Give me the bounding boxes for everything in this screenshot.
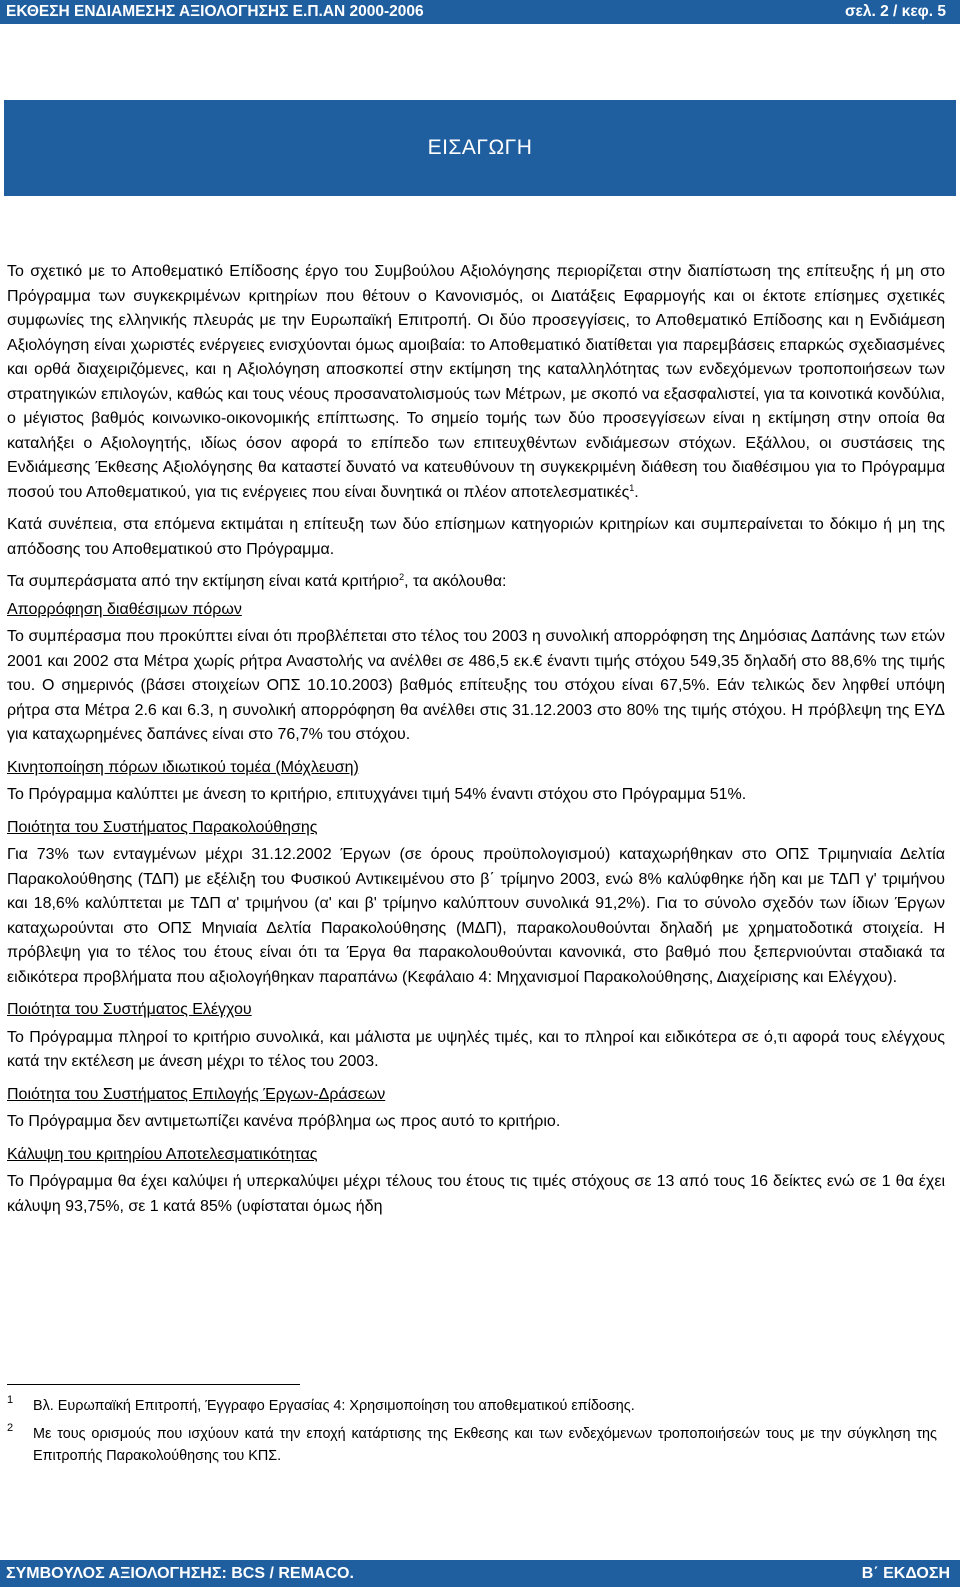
- intro-paragraph-1: Το σχετικό με το Αποθεματικό Επίδοσης έργο του Συμβούλου Αξιολόγησης περιορίζεται στην διαπίστωση της επίτευξης ή μη στο Πρόγραμμα των συγκεκριμένων κριτηρίων που θέτουν ο Κανονισμός, οι Διατάξεις Εφαρμογής και οι έκτοτε επίσημες σχετικές συμφωνίες της ελληνικής πλευράς με την Ευρωπαϊκή Επιτροπή. Οι δύο προσεγγίσεις, το Αποθεματικό Επίδοσης και η Ενδιάμεση Αξιολόγηση είναι χωριστές ενέργειες ενισχύονται όμως αμοιβαία: το Αποθεματικό διατίθεται για παρεμβάσεις επαρκώς σχεδιασμένες και ορθά διαχειριζόμενες, και η Αξιολόγηση αποσκοπεί στην εκτίμηση της καταλληλότητας των ενδεχόμενων τροποποιήσεων των στρατηγικών επιλογών, καθώς και τους νέους προσανατολισμούς των Μέτρων, με σκοπό να εξασφαλιστεί, για τα κοινοτικά κονδύλια, ο μέγιστος βαθμός κοινωνικο-οικονομικής επίπτωσης. Το σημείο τομής των δύο προσεγγίσεων είναι η εκτίμηση στην οποία θα καταλήξει ο Αξιολογητής, ιδίως όσον αφορά το επίπεδο των επιτευχθέντων ενδιάμεσων στόχων. Εξάλλου, οι συστάσεις της Ενδιάμεσης Έκθεσης Αξιολόγησης θα καταστεί δυνατό να κατευθύνουν τη συγκεκριμένη διάθεση του διαθέσιμου για το Πρόγραμμα ποσού του Αποθεματικού, για τις ενέργειες που είναι δυνητικά οι πλέον αποτελεσματικές$^1$.: [7, 263, 945, 501]
- intro-paragraph-3: [7, 570, 945, 595]
- criterion-text-control: Το Πρόγραμμα πληροί το κριτήριο συνολικά, και μάλιστα με υψηλές τιμές, και το πληροί και ειδικότερα σε ό,τι αφορά τους ελέγχους κατά την εκτέλεση με άνεση μέχρι το τέλος του 2003.: [7, 1028, 945, 1070]
- footnote-text: Βλ. Ευρωπαϊκή Επιτροπή, Έγγραφο Εργασίας 4: Χρησιμοποίηση του αποθεματικού επίδοσης.: [33, 1398, 635, 1414]
- criterion-text-leverage: Το Πρόγραμμα καλύπτει με άνεση το κριτήριο, επιτυχγάνει τιμή 54% έναντι στόχου στο Πρόγραμμα 51%.: [7, 786, 747, 803]
- document-title: ΕΚΘΕΣΗ ΕΝΔΙΑΜΕΣΗΣ ΑΞΙΟΛΟΓΗΣΗΣ Ε.Π.ΑΝ 2000-2006: [6, 3, 424, 20]
- page-reference: σελ. 2 / κεφ. 5: [844, 3, 946, 20]
- criterion-text-absorption: Το συμπέρασμα που προκύπτει είναι ότι προβλέπεται στο τέλος του 2003 η συνολική απορρόφηση της Δημόσιας Δαπάνης των ετών 2001 και 2002 στα Μέτρα χωρίς ρήτρα Αναστολής να ανέλθει σε 486,5 εκ.€ έναντι τιμής στόχου 549,35 δηλαδή στο 88,6% της τιμής του. Ο σημερινός (βάσει στοιχείων ΟΠΣ 10.10.2003) βαθμός επίτευξης του στόχου είναι 67,5%. Εάν τελικώς δεν ληφθεί υπόψη ρήτρα στα Μέτρα 2.6 και 6.3, η συνολική απορρόφηση θα ανέλθει στις 31.12.2003 στο 80% της τιμής στόχου. Η πρόβλεψη της ΕΥΔ για καταχωρημένες δαπάνες είναι στο 76,7% του στόχου.: [7, 628, 945, 743]
- criterion-heading-selection: Ποιότητα του Συστήματος Επιλογής Έργων-Δράσεων: [7, 1085, 386, 1103]
- intro-paragraph-1-text: Το σχετικό με το Αποθεματικό Επίδοσης έργο του Συμβούλου Αξιολόγησης περιορίζεται στην διαπίστωση της επίτευξης ή μη στο Πρόγραμμα των συγκεκριμένων κριτηρίων που θέτουν ο Κανονισμός, οι Διατάξεις Εφαρμογής και οι έκτοτε επίσημες σχετικές συμφωνίες της ελληνικής πλευράς με την Ευρωπαϊκή Επιτροπή. Οι δύο προσεγγίσεις, το Αποθεματικό Επίδοσης και η Ενδιάμεση Αξιολόγηση είναι χωριστές ενέργειες ενισχύονται όμως αμοιβαία: το Αποθεματικό διατίθεται για παρεμβάσεις επαρκώς σχεδιασμένες και ορθά διαχειριζόμενες, και η Αξιολόγηση αποσκοπεί στην εκτίμηση της καταλληλότητας των ενδεχόμενων τροποποιήσεων των στρατηγικών επιλογών, καθώς και τους νέους προσανατολισμούς των Μέτρων, με σκοπό να εξασφαλιστεί, για τα κοινοτικά κονδύλια, ο μέγιστος βαθμός κοινωνικο-οικονομικής επίπτωσης. Το σημείο τομής των δύο προσεγγίσεων είναι η εκτίμηση στην οποία θα καταλήξει ο Αξιολογητής, ιδίως όσον αφορά το επίπεδο των επιτευχθέντων ενδιάμεσων στόχων. Εξάλλου, οι συστάσεις της Ενδιάμεσης Έκθεσης Αξιολόγησης θα καταστεί δυνατό να κατευθύνουν τη συγκεκριμένη διάθεση του διαθέσιμου για το Πρόγραμμα ποσού του Αποθεματικού, για τις ενέργειες που είναι δυνητικά οι πλέον αποτελεσματικές: [7, 263, 945, 501]
- footnote-1: [7, 1395, 937, 1417]
- criterion-text-selection: Το Πρόγραμμα δεν αντιμετωπίζει κανένα πρόβλημα ως προς αυτό το κριτήριο.: [7, 1113, 561, 1130]
- intro-paragraph-2: Κατά συνέπεια, στα επόμενα εκτιμάται η επίτευξη των δύο επίσημων κατηγοριών κριτηρίων και συμπεραίνεται το δόκιμο ή μη της απόδοσης του Αποθεματικού στο Πρόγραμμα.: [7, 516, 945, 558]
- intro-paragraph-3-tail: , τα ακόλουθα:: [404, 573, 507, 590]
- footnote-2: [7, 1423, 937, 1467]
- footnote-number: 1: [7, 1394, 14, 1406]
- footer-consultant: ΣΥΜΒΟΥΛΟΣ ΑΞΙΟΛΟΓΗΣΗΣ: BCS / REMACO.: [6, 1565, 354, 1582]
- footnotes: [7, 1395, 937, 1473]
- footnote-ref-2[interactable]: 2: [399, 572, 405, 582]
- footnote-number: 2: [7, 1422, 14, 1434]
- criterion-heading-absorption: Απορρόφηση διαθέσιμων πόρων: [7, 600, 242, 618]
- footnote-text: Με τους ορισμούς που ισχύουν κατά την εποχή κατάρτισης της Εκθεσης και των ενδεχόμενων τροποποιήσεών τους με την σύγκληση της Επιτροπής Παρακολούθησης του ΚΠΣ.: [33, 1426, 937, 1464]
- section-title: ΕΙΣΑΓΩΓΗ: [427, 136, 533, 159]
- page-footer: [0, 1560, 960, 1587]
- footer-edition: Β΄ ΕΚΔΟΣΗ: [861, 1565, 950, 1582]
- footnote-ref-1[interactable]: 1: [629, 482, 635, 493]
- criterion-heading-monitoring: Ποιότητα του Συστήματος Παρακολούθησης: [7, 818, 318, 836]
- criterion-heading-effectiveness: Κάλυψη του κριτηρίου Αποτελεσματικότητας: [7, 1145, 318, 1163]
- criterion-text-effectiveness: Το Πρόγραμμα θα έχει καλύψει ή υπερκαλύψει μέχρι τέλους του έτους τις τιμές στόχους σε 13 από τους 16 δείκτες ενώ σε 1 θα έχει κάλυψη 93,75%, σε 1 κατά 85% (υφίσταται όμως ήδη: [7, 1173, 945, 1215]
- criterion-text-monitoring: Για 73% των ενταγμένων μέχρι 31.12.2002 Έργων (σε όρους προϋπολογισμού) καταχωρήθηκαν στο ΟΠΣ Τριμηνιαία Δελτία Παρακολούθησης (ΤΔΠ) με εξέλιξη του Φυσικού Αντικειμένου στο β΄ τρίμηνο 2003, ενώ 8% καλύφθηκε ήδη και με ΤΔΠ γ' τριμήνου και 18,6% καλύπτεται με ΤΔΠ α' τριμήνου (α' και β' τρίμηνο καλύπτουν συνολικά 91,2%). Για το σύνολο σχεδόν των ίδιων Έργων καταχωρούνται στο ΟΠΣ Μηνιαία Δελτία Παρακολούθησης (ΜΔΠ), παρακολουθούνται δηλαδή με χρηματοδοτικά στοιχεία. Η πρόβλεψη για το τέλος του έτους είναι ότι τα Έργα θα παρακολουθούνται κανονικά, στο βαθμό που ξεπερνιούνται σταδιακά τα ειδικότερα προβλήματα που αξιολογήθηκαν παραπάνω (Κεφάλαιο 4: Μηχανισμοί Παρακολούθησης, Διαχείρισης και Ελέγχου).: [7, 846, 945, 986]
- page-header: [0, 0, 960, 24]
- section-title-banner: [4, 100, 956, 196]
- document-body: [7, 260, 945, 1227]
- intro-paragraph-3-text: Τα συμπεράσματα από την εκτίμηση είναι κατά κριτήριο: [7, 573, 400, 590]
- footnote-separator: [7, 1384, 300, 1385]
- criterion-heading-leverage: Κινητοποίηση πόρων ιδιωτικού τομέα (Μόχλευση): [7, 758, 359, 776]
- criterion-heading-control: Ποιότητα του Συστήματος Ελέγχου: [7, 1001, 252, 1018]
